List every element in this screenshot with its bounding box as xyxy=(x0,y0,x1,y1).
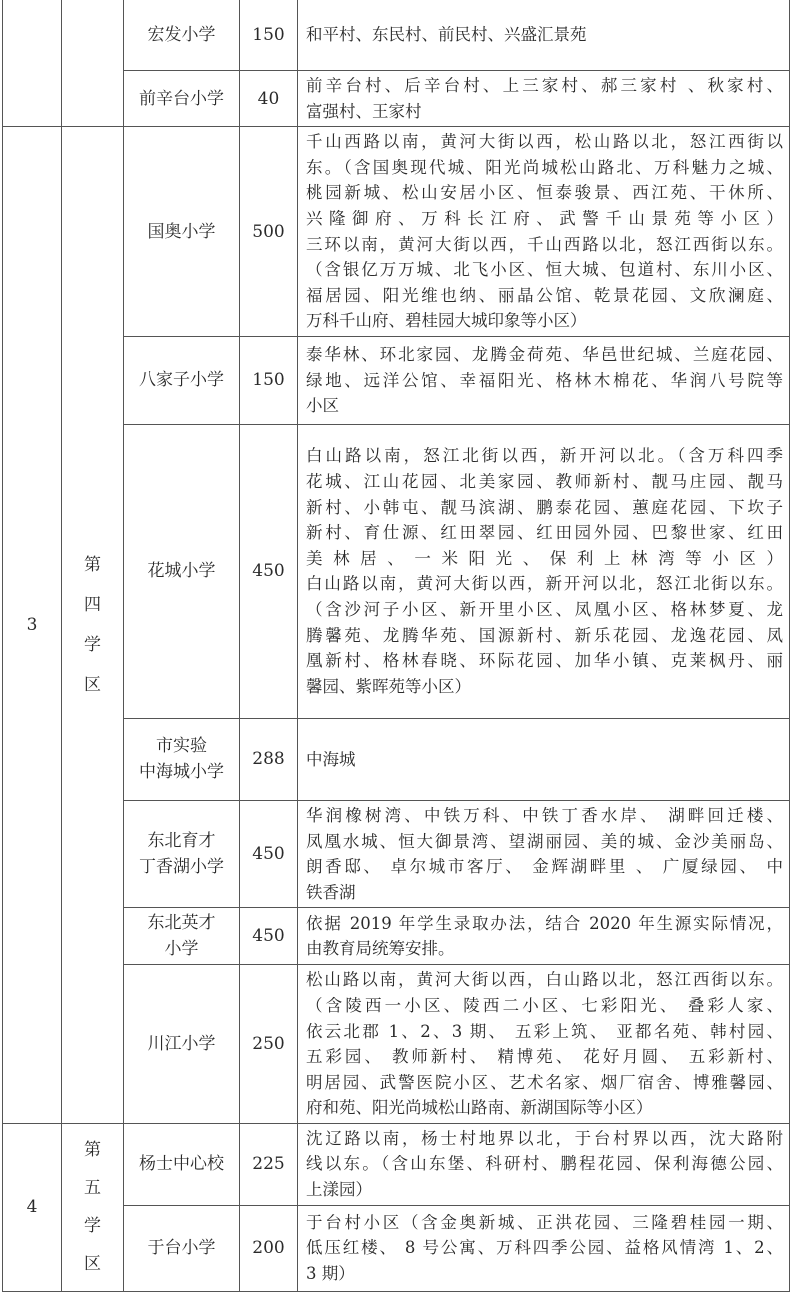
catchment-line: 泰华林、环北家园、龙腾金荷苑、华邑世纪城、兰庭花园、 xyxy=(306,345,783,365)
catchment-area xyxy=(298,1205,790,1291)
enrollment-count: 500 xyxy=(240,127,298,337)
district-name: 第 四 学 区 xyxy=(62,127,124,1124)
row-number-cell xyxy=(3,0,62,127)
catchment-line: 新村、小韩屯、靓马滨湖、鹏泰花园、蕙庭花园、下坎子 xyxy=(306,497,783,517)
catchment-line: 白山路以南，怒江北街以西，新开河以北。（含万科四季 xyxy=(306,446,783,466)
catchment-line: 前辛台村、后辛台村、上三家村、郝三家村 、秋家村、 xyxy=(306,76,783,95)
catchment-line: 依据 2019 年学生录取办法，结合 2020 年生源实际情况， xyxy=(306,913,783,933)
catchment-line: 沈辽路以南，杨士村地界以北，于台村界以西，沈大路附 xyxy=(306,1128,783,1148)
enrollment-count: 450 xyxy=(240,424,298,718)
catchment-line: 小区 xyxy=(306,396,339,416)
school-name: 花城小学 xyxy=(124,424,240,718)
catchment-area xyxy=(298,0,790,71)
catchment-line: 兴隆御府、万科长江府、武警千山景苑等小区） xyxy=(306,208,783,228)
row-number: 3 xyxy=(3,127,62,1124)
catchment-line: 桃园新城、松山安居小区、恒泰骏景、西江苑、干休所、 xyxy=(306,183,783,203)
catchment-line: 上漾园） xyxy=(306,1180,372,1200)
catchment-line: 凰新村、格林春晓、环际花园、加华小镇、克莱枫丹、丽 xyxy=(306,651,783,671)
enrollment-count: 150 xyxy=(240,336,298,424)
catchment-line: 新村、育仕源、红田翠园、红田园外园、巴黎世家、红田 xyxy=(306,523,783,543)
district-name: 第 五 学 区 xyxy=(62,1123,124,1291)
school-name: 东北英才 小学 xyxy=(124,908,240,965)
catchment-line: （含沙河子小区、新开里小区、凤凰小区、格林梦夏、龙 xyxy=(306,600,783,620)
district-cell xyxy=(62,0,124,127)
catchment-line: （含陵西一小区、陵西二小区、七彩阳光、 叠彩人家、 xyxy=(306,995,783,1015)
enrollment-count: 250 xyxy=(240,965,298,1124)
catchment-line: 中海城 xyxy=(306,749,356,769)
catchment-area xyxy=(298,908,790,965)
catchment-line: 白山路以南，黄河大街以西，新开河以北，怒江北街以东。 xyxy=(306,574,783,594)
school-name: 国奥小学 xyxy=(124,127,240,337)
enrollment-count: 450 xyxy=(240,800,298,907)
catchment-area xyxy=(298,127,790,337)
enrollment-count: 200 xyxy=(240,1205,298,1291)
catchment-line: 于台村小区（含金奥新城、正洪花园、三隆碧桂园一期、 xyxy=(306,1212,783,1232)
catchment-area xyxy=(298,718,790,800)
school-name: 前辛台小学 xyxy=(124,71,240,127)
catchment-line: 美林居、一米阳光、保利上林湾等小区） xyxy=(306,548,783,568)
catchment-line: 东。（含国奥现代城、阳光尚城松山路北、万科魅力之城、 xyxy=(306,157,783,177)
catchment-area xyxy=(298,336,790,424)
catchment-line: 绿地、远洋公馆、幸福阳光、格林木棉花、华润八号院等 xyxy=(306,370,783,390)
catchment-line: 馨园、紫晖苑等小区） xyxy=(306,676,471,696)
catchment-line: 富强村、王家村 xyxy=(306,101,422,121)
catchment-line: 凤凰水城、恒大御景湾、望湖丽园、美的城、金沙美丽岛、 xyxy=(306,831,783,851)
table-row xyxy=(3,127,790,337)
table-row xyxy=(3,1123,790,1205)
school-district-table xyxy=(2,0,790,1292)
catchment-area xyxy=(298,1123,790,1205)
catchment-line: 和平村、东民村、前民村、兴盛汇景苑 xyxy=(306,24,587,44)
table-row xyxy=(3,0,790,71)
catchment-line: 三环以南，黄河大街以西，千山西路以北，怒江西街以东。 xyxy=(306,234,783,254)
catchment-line: 朗香邸、 卓尔城市客厅、 金辉湖畔里 、 广厦绿园、 中 xyxy=(306,857,783,877)
catchment-area xyxy=(298,71,790,127)
catchment-line: 低压红楼、 8 号公寓、万科四季公园、益格风情湾 1、2、 xyxy=(306,1238,783,1258)
school-name: 杨士中心校 xyxy=(124,1123,240,1205)
catchment-line: 福居园、阳光维也纳、丽晶公馆、乾景花园、文欣澜庭、 xyxy=(306,285,783,305)
catchment-line: 千山西路以南，黄河大街以西，松山路以北，怒江西街以 xyxy=(306,132,783,152)
catchment-line: 腾馨苑、龙腾华苑、国源新村、新乐花园、龙逸花园、凤 xyxy=(306,625,783,645)
catchment-area xyxy=(298,965,790,1124)
enrollment-count: 40 xyxy=(240,71,298,127)
catchment-line: 由教育局统筹安排。 xyxy=(306,939,455,959)
school-name: 市实验 中海城小学 xyxy=(124,718,240,800)
school-name: 东北育才 丁香湖小学 xyxy=(124,800,240,907)
catchment-line: 五彩园、 教师新村、 精博苑、 花好月圆、 五彩新村、 xyxy=(306,1047,783,1067)
school-name: 于台小学 xyxy=(124,1205,240,1291)
enrollment-count: 150 xyxy=(240,0,298,71)
catchment-line: （含银亿万万城、北飞小区、恒大城、包道村、东川小区、 xyxy=(306,260,783,280)
catchment-line: 依云北郡 1、2、3 期、 五彩上筑、 亚都名苑、韩村园、 xyxy=(306,1021,783,1041)
catchment-line: 铁香湖 xyxy=(306,882,356,902)
catchment-line: 万科千山府、碧桂园大城印象等小区） xyxy=(306,311,587,331)
enrollment-count: 288 xyxy=(240,718,298,800)
catchment-line: 府和苑、阳光尚城松山路南、新湖国际等小区） xyxy=(306,1098,653,1118)
school-name: 八家子小学 xyxy=(124,336,240,424)
catchment-line: 3 期） xyxy=(306,1263,355,1283)
catchment-line: 线以东。（含山东堡、科研村、鹏程花园、保利海德公园、 xyxy=(306,1154,783,1174)
catchment-line: 花城、江山花园、北美家园、教师新村、靓马庄园、靓马 xyxy=(306,472,783,492)
row-number: 4 xyxy=(3,1123,62,1291)
catchment-area xyxy=(298,424,790,718)
catchment-line: 松山路以南，黄河大街以西，白山路以北，怒江西街以东。 xyxy=(306,970,783,990)
catchment-line: 明居园、武警医院小区、艺术名家、烟厂宿舍、博雅馨园、 xyxy=(306,1072,783,1092)
enrollment-count: 450 xyxy=(240,908,298,965)
enrollment-count: 225 xyxy=(240,1123,298,1205)
school-name: 宏发小学 xyxy=(124,0,240,71)
school-name: 川江小学 xyxy=(124,965,240,1124)
catchment-area xyxy=(298,800,790,907)
catchment-line: 华润橡树湾、中铁万科、中铁丁香水岸、 湖畔回迁楼、 xyxy=(306,805,783,825)
